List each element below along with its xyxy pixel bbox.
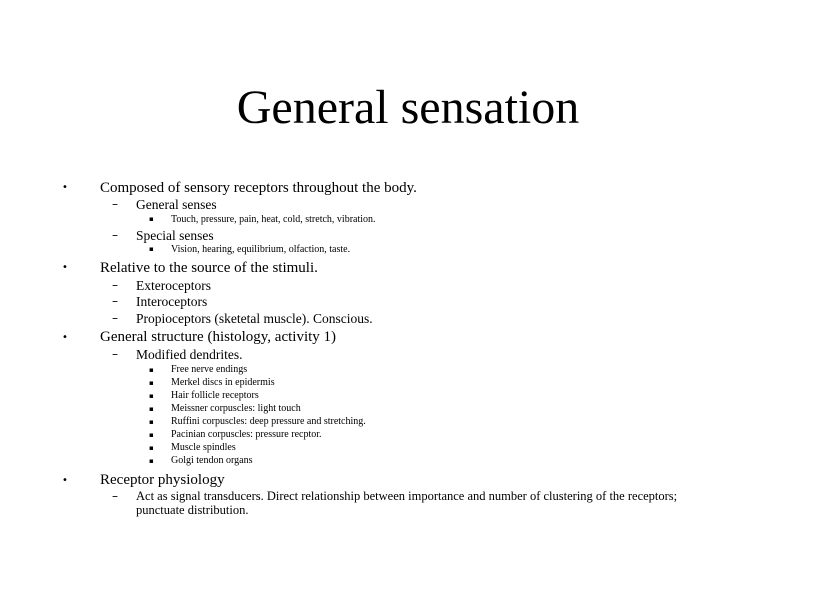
detail-golgi-tendon: Golgi tendon organs xyxy=(171,455,253,466)
detail-special-senses: Vision, hearing, equilibrium, olfaction, taste. xyxy=(171,244,351,255)
sub-item-signal-transducers-line1: Act as signal transducers. Direct relationship between importance and number of clustering of the receptors; xyxy=(136,489,678,503)
square-marker: ▪ xyxy=(149,392,154,400)
square-marker: ▪ xyxy=(149,405,154,413)
detail-free-nerve-endings: Free nerve endings xyxy=(171,364,248,375)
square-marker: ▪ xyxy=(149,418,154,426)
sub-item-interoceptors: Interoceptors xyxy=(136,294,208,309)
bullet-item-receptor-physiology: Receptor physiology xyxy=(100,472,225,488)
detail-hair-follicle: Hair follicle receptors xyxy=(171,390,259,401)
dash-marker: – xyxy=(112,228,118,242)
detail-pacinian: Pacinian corpuscles: pressure recptor. xyxy=(171,429,322,440)
square-marker: ▪ xyxy=(149,431,154,439)
square-marker: ▪ xyxy=(149,366,154,374)
sub-item-exteroceptors: Exteroceptors xyxy=(136,278,211,293)
detail-meissner: Meissner corpuscles: light touch xyxy=(171,403,301,414)
detail-merkel-discs: Merkel discs in epidermis xyxy=(171,377,275,388)
bullet-marker: • xyxy=(62,182,68,193)
dash-marker: – xyxy=(112,311,118,325)
square-marker: ▪ xyxy=(149,444,154,452)
sub-item-signal-transducers-line2: punctuate distribution. xyxy=(136,503,249,517)
sub-item-propioceptors: Propioceptors (sketetal muscle). Conscious. xyxy=(136,311,373,326)
sub-item-special-senses: Special senses xyxy=(136,228,214,243)
bullet-marker: • xyxy=(62,475,68,486)
square-marker: ▪ xyxy=(149,379,154,387)
bullet-marker: • xyxy=(62,332,68,343)
square-marker: ▪ xyxy=(149,245,154,253)
slide-title: General sensation xyxy=(236,81,580,134)
sub-item-general-senses: General senses xyxy=(136,197,217,212)
bullet-item-sensory-receptors: Composed of sensory receptors throughout the body. xyxy=(100,180,417,196)
dash-marker: – xyxy=(112,489,118,503)
bullet-item-source-of-stimuli: Relative to the source of the stimuli. xyxy=(100,260,318,276)
detail-muscle-spindles: Muscle spindles xyxy=(171,442,236,453)
square-marker: ▪ xyxy=(149,215,154,223)
detail-ruffini: Ruffini corpuscles: deep pressure and stretching. xyxy=(171,416,366,427)
dash-marker: – xyxy=(112,294,118,308)
dash-marker: – xyxy=(112,197,118,211)
dash-marker: – xyxy=(112,347,118,361)
dash-marker: – xyxy=(112,278,118,292)
sub-item-modified-dendrites: Modified dendrites. xyxy=(136,347,243,362)
square-marker: ▪ xyxy=(149,457,154,465)
bullet-item-general-structure: General structure (histology, activity 1) xyxy=(100,329,337,345)
bullet-marker: • xyxy=(62,262,68,273)
detail-general-senses: Touch, pressure, pain, heat, cold, stretch, vibration. xyxy=(171,214,376,225)
